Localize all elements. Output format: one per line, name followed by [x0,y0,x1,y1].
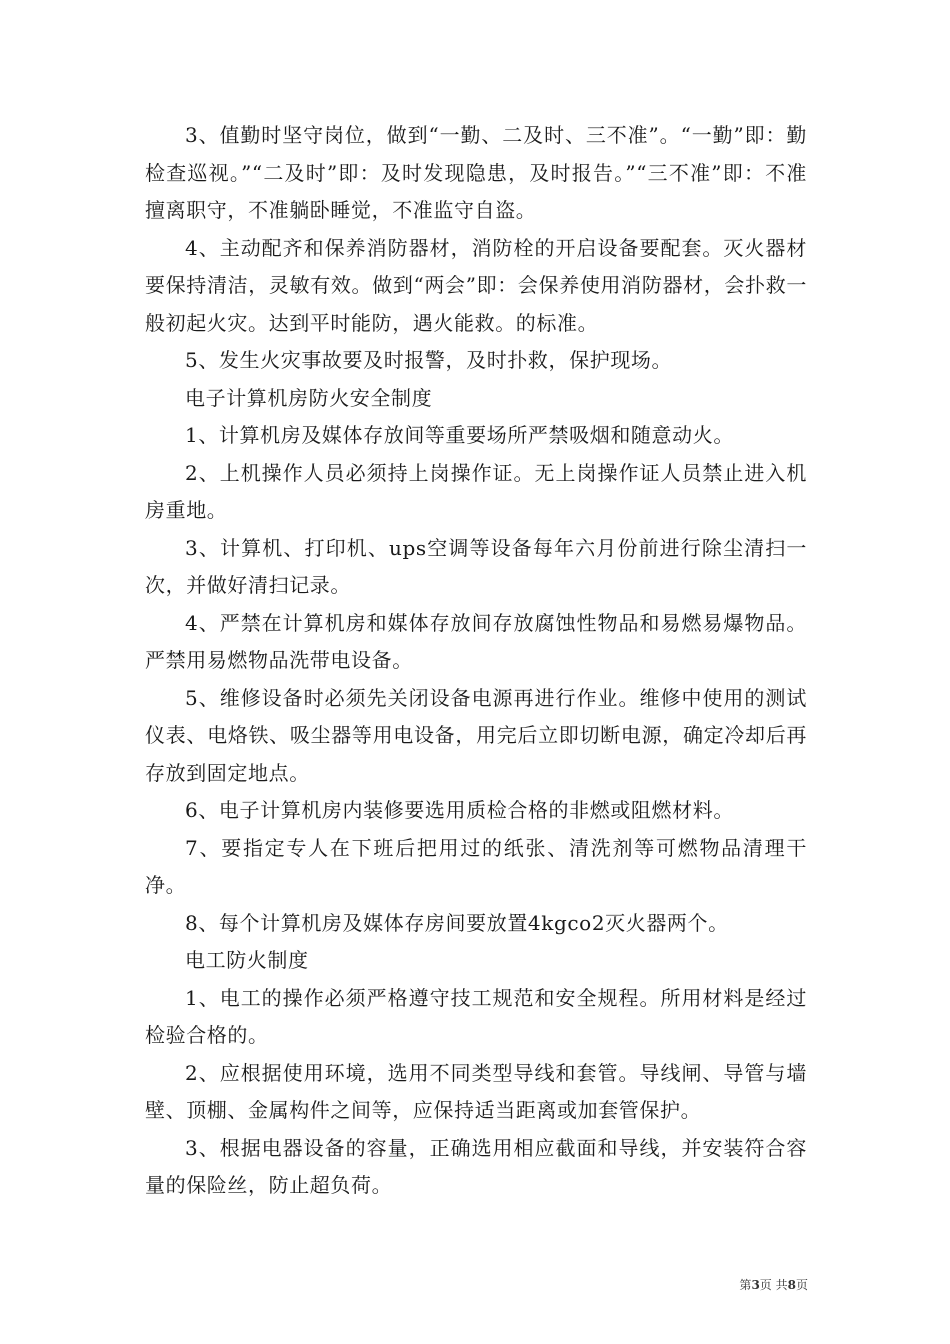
paragraph-computer-room-item-3: 3、计算机、打印机、ups空调等设备每年六月份前进行除尘清扫一次，并做好清扫记录。 [145,535,807,597]
paragraph-electrician-item-1: 1、电工的操作必须严格遵守技工规范和安全规程。所用材料是经过检验合格的。 [145,985,807,1047]
paragraph-electrician-item-3: 3、根据电器设备的容量，正确选用相应截面和导线，并安装符合容量的保险丝，防止超负荷。 [145,1135,807,1197]
paragraph-computer-room-item-4: 4、严禁在计算机房和媒体存放间存放腐蚀性物品和易燃易爆物品。严禁用易燃物品洗带电设备。 [145,610,807,672]
paragraph-duty-item-5: 5、发生火灾事故要及时报警，及时扑救，保护现场。 [185,348,673,372]
footer-middle: 页 共 [759,1278,788,1292]
footer-prefix: 第 [739,1278,752,1292]
section-heading-electrician: 电工防火制度 [185,948,309,972]
paragraph-computer-room-item-2: 2、上机操作人员必须持上岗操作证。无上岗操作证人员禁止进入机房重地。 [145,460,807,522]
paragraph-computer-room-item-1: 1、计算机房及媒体存放间等重要场所严禁吸烟和随意动火。 [185,423,734,447]
total-page-count: 8 [787,1278,796,1292]
paragraph-computer-room-item-5: 5、维修设备时必须先关闭设备电源再进行作业。维修中使用的测试仪表、电烙铁、吸尘器等用电设备，用完后立即切断电源，确定冷却后再存放到固定地点。 [145,685,807,785]
footer-suffix: 页 [795,1278,808,1292]
section-heading-computer-room: 电子计算机房防火安全制度 [185,385,433,410]
paragraph-duty-item-4: 4、主动配齐和保养消防器材，消防栓的开启设备要配套。灭火器材要保持清洁，灵敏有效。做到“两会”即：会保养使用消防器材，会扑救一般初起火灾。达到平时能防，遇火能救。的标准。 [145,235,807,335]
paragraph-computer-room-item-8: 8、每个计算机房及媒体存房间要放置4kgco2灭火器两个。 [185,910,729,935]
paragraph-duty-item-3: 3、值勤时坚守岗位，做到“一勤、二及时、三不准”。“一勤”即：勤检查巡视。”“二及时”即：及时发现隐患，及时报告。”“三不准”即：不准擅离职守，不准躺卧睡觉，不准监守自盗。 [145,123,807,222]
document-body [145,117,807,1205]
page-footer [739,1276,808,1293]
paragraph-computer-room-item-6: 6、电子计算机房内装修要选用质检合格的非燃或阻燃材料。 [185,798,734,822]
current-page-number: 3 [751,1278,760,1292]
paragraph-computer-room-item-7: 7、要指定专人在下班后把用过的纸张、清洗剂等可燃物品清理干净。 [145,835,807,897]
paragraph-electrician-item-2: 2、应根据使用环境，选用不同类型导线和套管。导线闸、导管与墙壁、顶棚、金属构件之间等，应保持适当距离或加套管保护。 [145,1060,807,1122]
